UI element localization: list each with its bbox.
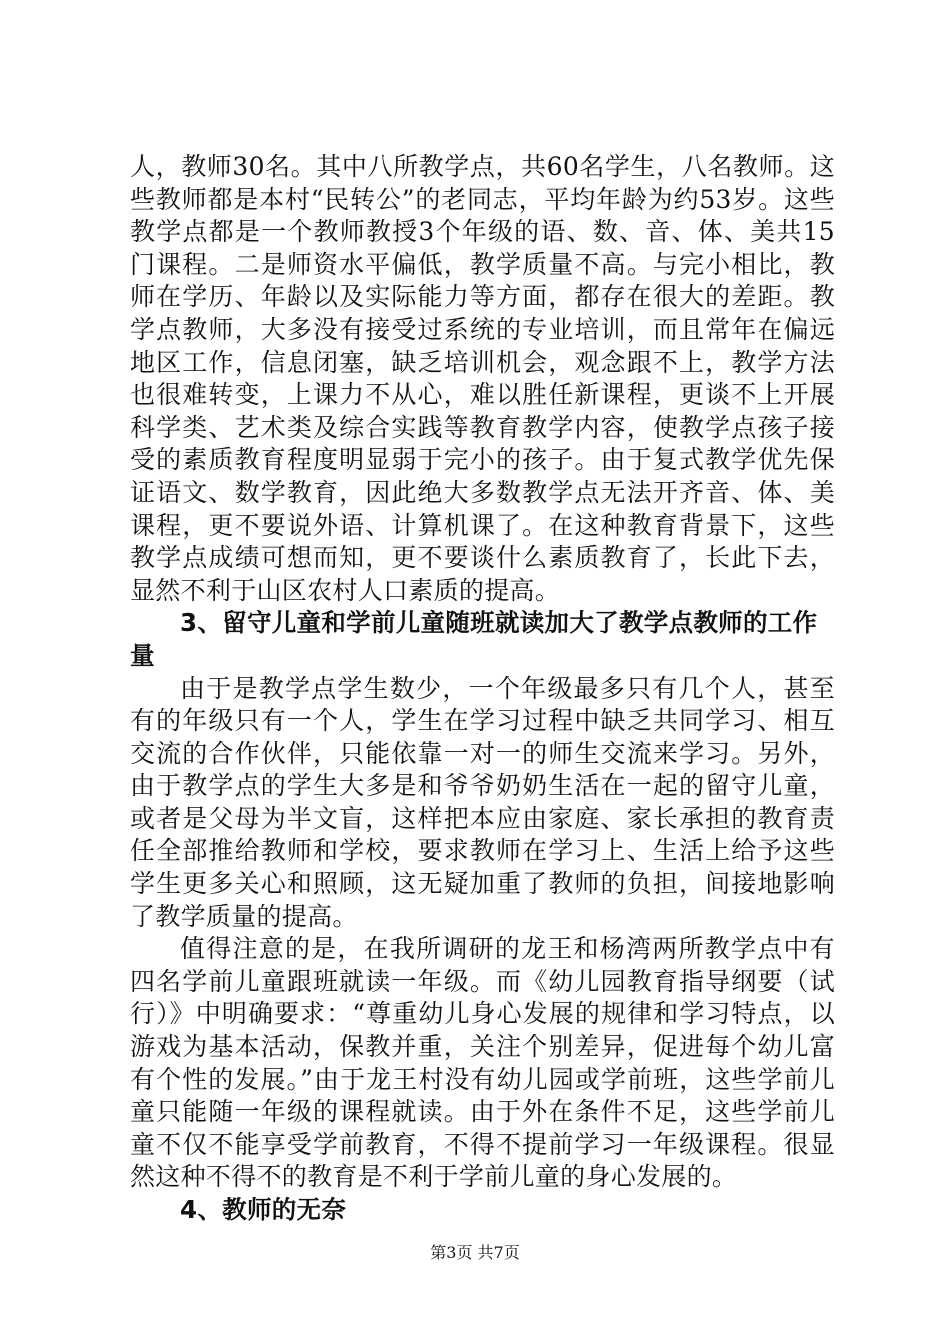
- section-heading-3: 3、留守儿童和学前儿童随班就读加大了教学点教师的工作量: [130, 608, 818, 670]
- page-number-footer: 第3页 共7页: [430, 1243, 520, 1262]
- document-body: [130, 151, 835, 1227]
- body-paragraph-continued: 人，教师30名。其中八所教学点，共60名学生，八名教师。这些教师都是本村“民转公”的老同志，平均年龄为约53岁。这些教学点都是一个教师教授3个年级的语、数、音、体、美共15门课程。二是师资水平偏低，教学质量不高。与完小相比，教师在学历、年龄以及实际能力等方面，都存在很大的差距。教学点教师，大多没有接受过系统的专业培训，而且常年在偏远地区工作，信息闭塞，缺乏培训机会，观念跟不上，教学方法也很难转变，上课力不从心，难以胜任新课程，更谈不上开展科学类、艺术类及综合实践等教育教学内容，使教学点孩子接受的素质教育程度明显弱于完小的孩子。由于复式教学优先保证语文、数学教育，因此绝大多数教学点无法开齐音、体、美课程，更不要说外语、计算机课了。在这种教育背景下，这些教学点成绩可想而知，更不要谈什么素质教育了，长此下去，显然不利于山区农村人口素质的提高。: [130, 152, 835, 605]
- section-heading-4: 4、教师的无奈: [180, 1195, 347, 1224]
- body-paragraph: 值得注意的是，在我所调研的龙王和杨湾两所教学点中有四名学前儿童跟班就读一年级。而《幼儿园教育指导纲要（试行）》中明确要求：“尊重幼儿身心发展的规律和学习特点，以游戏为基本活动，保教并重，关注个别差异，促进每个幼儿富有个性的发展。”由于龙王村没有幼儿园或学前班，这些学前儿童只能随一年级的课程就读。由于外在条件不足，这些学前儿童不仅不能享受学前教育，不得不提前学习一年级课程。很显然这种不得不的教育是不利于学前儿童的身心发展的。: [130, 934, 835, 1192]
- body-paragraph: 由于是教学点学生数少，一个年级最多只有几个人，甚至有的年级只有一个人，学生在学习过程中缺乏共同学习、相互交流的合作伙伴，只能依靠一对一的师生交流来学习。另外，由于教学点的学生大多是和爷爷奶奶生活在一起的留守儿童，或者是父母为半文盲，这样把本应由家庭、家长承担的教育责任全部推给教师和学校，要求教师在学习上、生活上给予这些学生更多关心和照顾，这无疑加重了教师的负担，间接地影响了教学质量的提高。: [130, 673, 835, 931]
